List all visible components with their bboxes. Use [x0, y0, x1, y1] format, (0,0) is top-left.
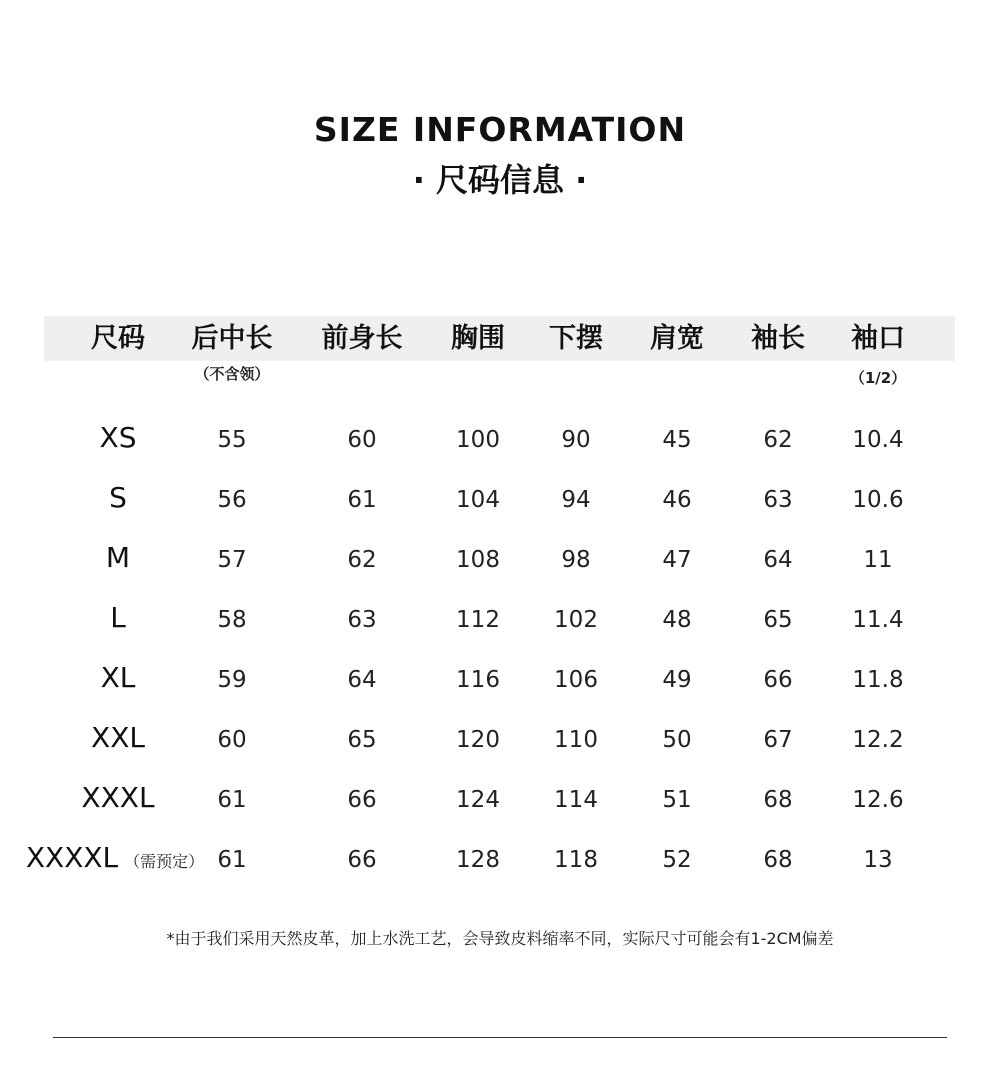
table-cell: 64 [347, 667, 377, 693]
size-label: S [109, 481, 127, 514]
table-cell: 52 [662, 847, 692, 873]
table-cell: 124 [456, 787, 500, 813]
table-cell: 47 [662, 547, 692, 573]
table-cell: 58 [217, 607, 247, 633]
column-subheader-cuff: （1/2） [849, 369, 907, 387]
table-cell: 56 [217, 487, 247, 513]
table-cell: 50 [662, 727, 692, 753]
table-cell: 114 [554, 787, 598, 813]
table-cell: 55 [217, 427, 247, 453]
table-cell: 68 [763, 847, 793, 873]
table-cell: 66 [347, 847, 377, 873]
table-cell: 66 [347, 787, 377, 813]
column-header-cuff: 袖口 [851, 323, 905, 354]
size-label: XXL [91, 721, 145, 754]
table-cell: 120 [456, 727, 500, 753]
column-header-sleeve-length: 袖长 [751, 323, 805, 354]
size-label-note: （需预定） [124, 852, 205, 871]
table-cell: 63 [763, 487, 793, 513]
column-header-size: 尺码 [91, 323, 145, 354]
table-cell: 102 [554, 607, 598, 633]
table-cell: 11.8 [852, 667, 904, 693]
table-cell: 90 [561, 427, 591, 453]
table-cell: 61 [217, 787, 247, 813]
footnote: *由于我们采用天然皮革，加上水洗工艺，会导致皮料缩率不同，实际尺寸可能会有1-2CM偏差 [166, 929, 834, 948]
table-cell: 106 [554, 667, 598, 693]
column-header-back-length: 后中长 [191, 323, 273, 354]
table-cell: 112 [456, 607, 500, 633]
table-cell: 63 [347, 607, 377, 633]
table-cell: 45 [662, 427, 692, 453]
table-cell: 66 [763, 667, 793, 693]
table-cell: 59 [217, 667, 247, 693]
table-cell: 62 [763, 427, 793, 453]
table-cell: 12.6 [852, 787, 904, 813]
table-cell: 98 [561, 547, 591, 573]
size-label: XXXL [81, 781, 155, 814]
size-label: M [105, 541, 131, 574]
table-cell: 60 [347, 427, 377, 453]
page-title-chinese: · 尺码信息 · [412, 161, 588, 199]
table-cell: 10.4 [852, 427, 904, 453]
size-label: XL [100, 661, 136, 694]
table-cell: 11 [863, 547, 893, 573]
table-cell: 110 [554, 727, 598, 753]
size-label [26, 838, 204, 878]
table-cell: 11.4 [852, 607, 904, 633]
table-cell: 100 [456, 427, 500, 453]
size-label: L [110, 601, 126, 634]
table-cell: 128 [456, 847, 500, 873]
table-cell: 60 [217, 727, 247, 753]
table-cell: 12.2 [852, 727, 904, 753]
table-cell: 61 [347, 487, 377, 513]
column-subheader-back-length: （不含领） [194, 365, 270, 383]
column-header-hem: 下摆 [549, 323, 603, 354]
table-cell: 48 [662, 607, 692, 633]
table-cell: 51 [662, 787, 692, 813]
size-label: XS [99, 421, 137, 454]
table-cell: 118 [554, 847, 598, 873]
table-cell: 65 [347, 727, 377, 753]
table-cell: 64 [763, 547, 793, 573]
table-cell: 68 [763, 787, 793, 813]
table-cell: 108 [456, 547, 500, 573]
table-cell: 104 [456, 487, 500, 513]
table-cell: 61 [217, 847, 247, 873]
size-label-text: XXXXL [25, 841, 119, 874]
table-cell: 94 [561, 487, 591, 513]
table-cell: 67 [763, 727, 793, 753]
table-cell: 62 [347, 547, 377, 573]
table-cell: 65 [763, 607, 793, 633]
column-header-front-length: 前身长 [321, 323, 403, 354]
table-cell: 49 [662, 667, 692, 693]
table-cell: 57 [217, 547, 247, 573]
bottom-divider [53, 1037, 947, 1038]
table-cell: 13 [863, 847, 893, 873]
column-header-shoulder: 肩宽 [650, 323, 704, 354]
column-header-chest: 胸围 [451, 323, 505, 354]
table-cell: 10.6 [852, 487, 904, 513]
table-cell: 116 [456, 667, 500, 693]
table-cell: 46 [662, 487, 692, 513]
page-title-english: SIZE INFORMATION [313, 110, 687, 149]
